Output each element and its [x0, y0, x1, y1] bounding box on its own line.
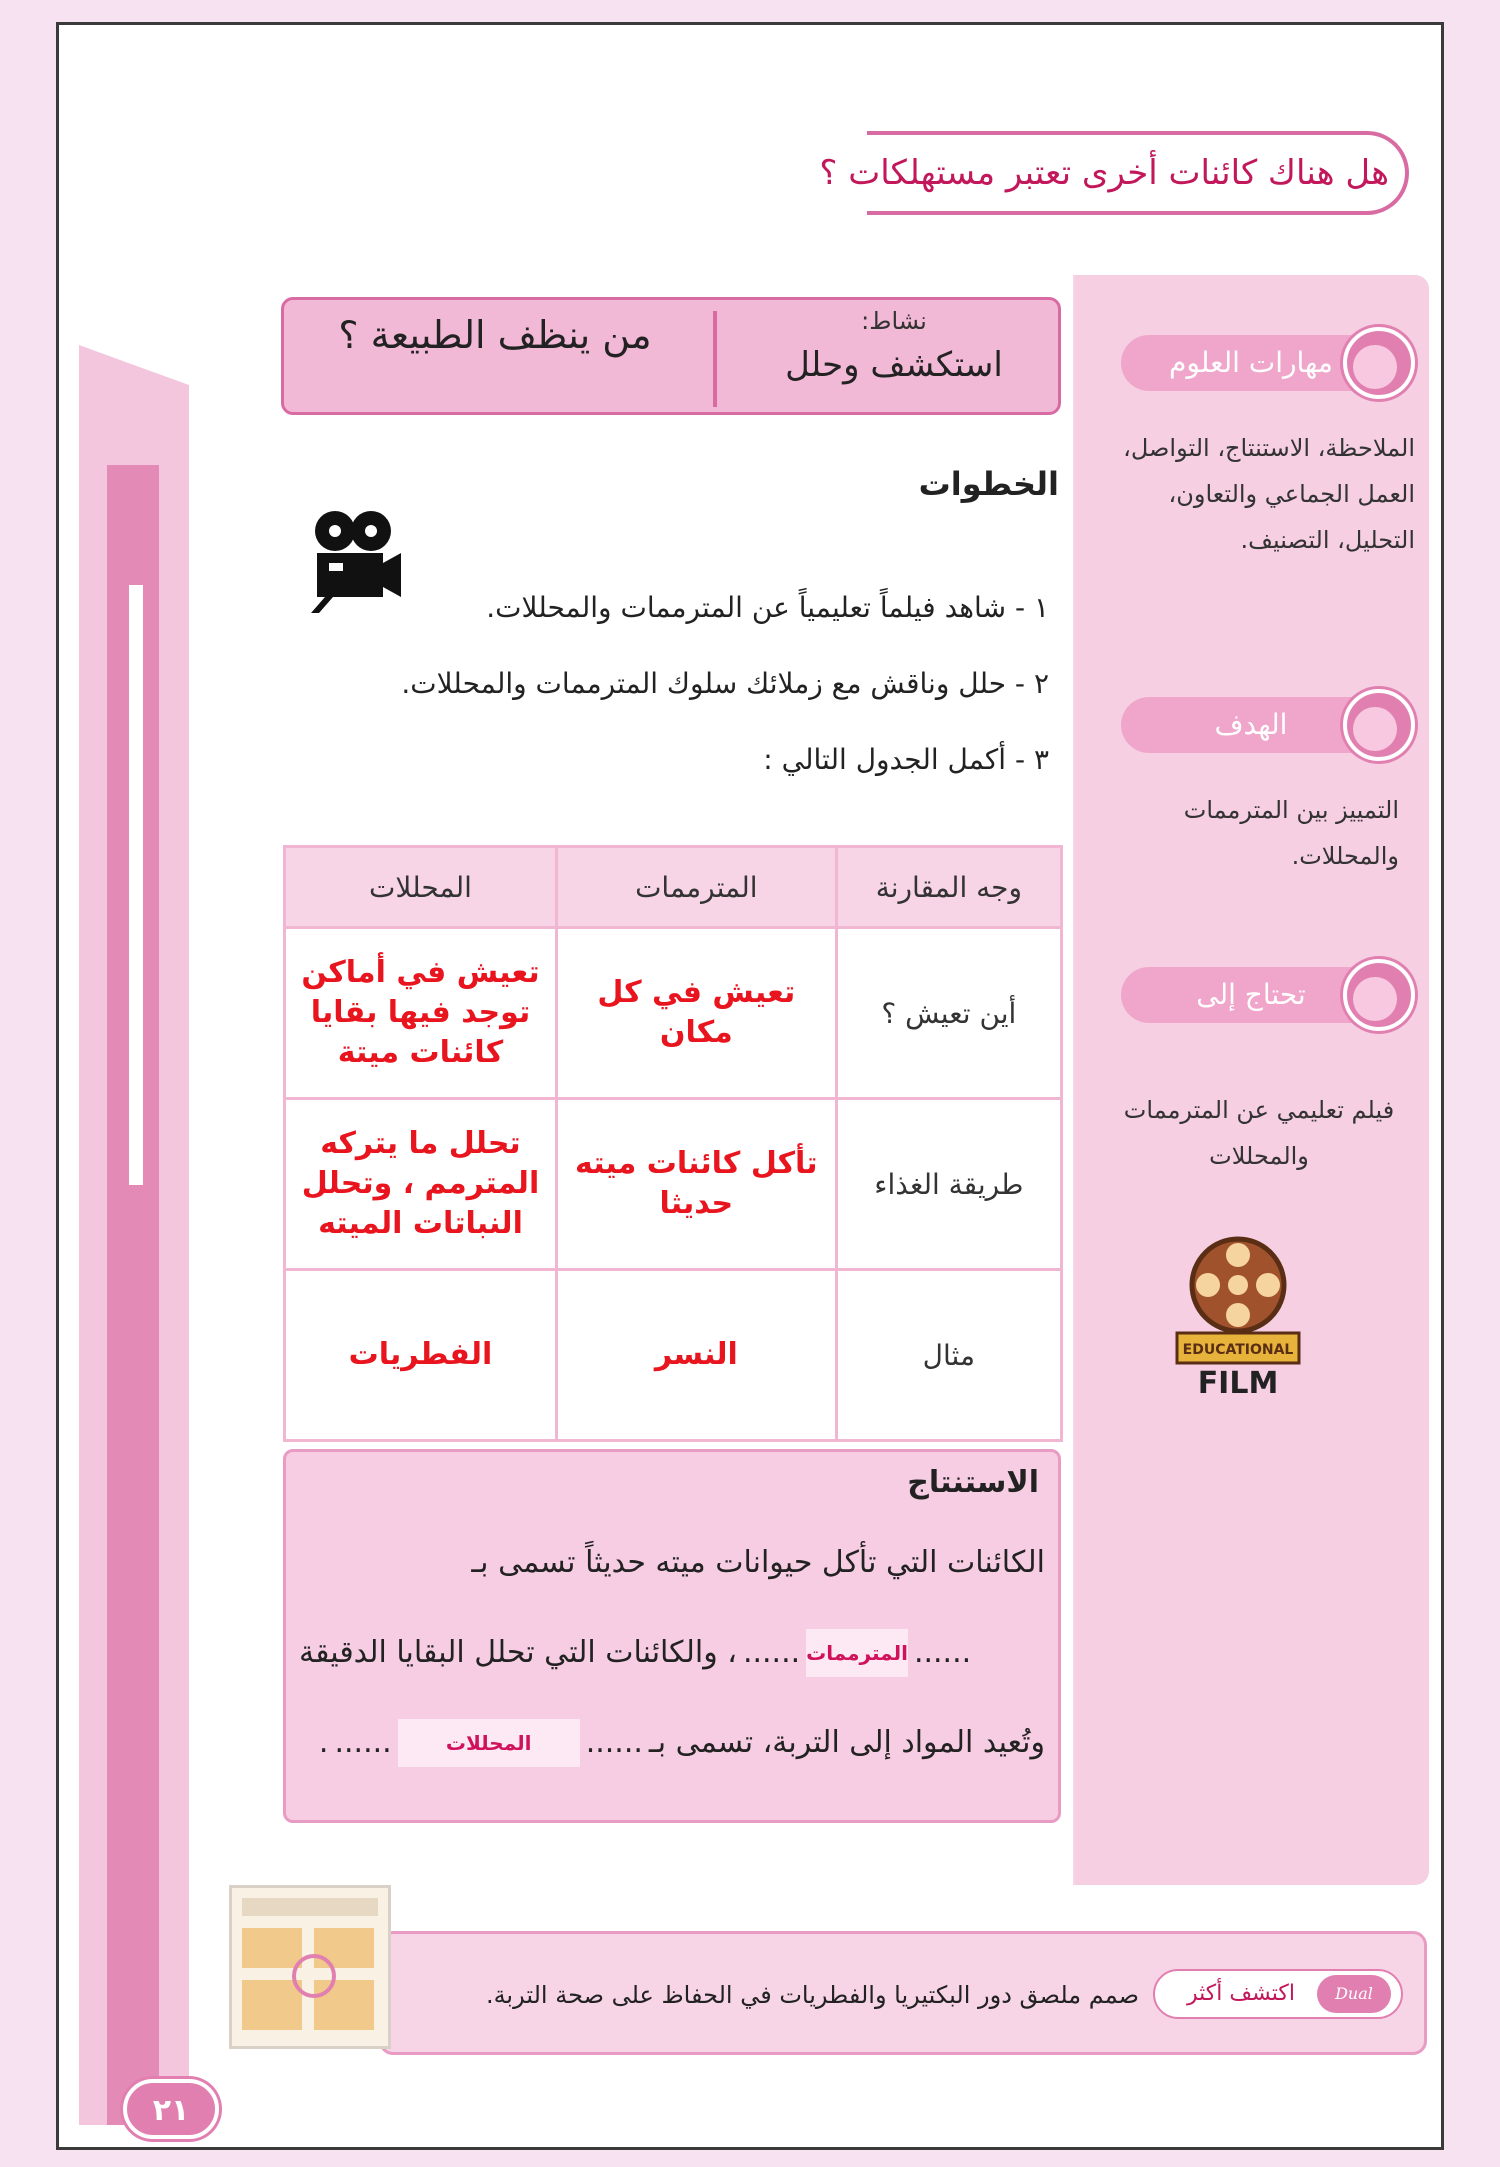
activity-divider	[713, 311, 717, 407]
steps-heading: الخطوات	[918, 465, 1059, 503]
conclusion-line-3-text: وتُعيد المواد إلى التربة، تسمى بـ	[648, 1725, 1045, 1760]
conclusion-line-2-text: ، والكائنات التي تحلل البقايا الدقيقة	[299, 1635, 737, 1670]
textbook-page	[56, 22, 1444, 2150]
answer-field-scavengers[interactable]: المترممات	[806, 1629, 908, 1677]
activity-title: من ينظف الطبيعة ؟	[338, 313, 652, 357]
dots: ......	[585, 1725, 643, 1760]
educational-film-icon	[1175, 1235, 1301, 1405]
table-row	[285, 1270, 1062, 1441]
dots: ......	[913, 1635, 972, 1670]
target-icon	[1343, 689, 1415, 761]
row-label: مثال	[836, 1270, 1061, 1441]
activity-type: استكشف وحلل	[785, 345, 1003, 385]
answer-cell: تعيش في أماكن توجد فيها بقايا كائنات ميتة	[285, 928, 557, 1099]
table-header: المحللات	[285, 847, 557, 928]
answer-cell: الفطريات	[285, 1270, 557, 1441]
conclusion-line-2	[299, 1623, 1045, 1683]
skills-label: مهارات العلوم	[1121, 335, 1381, 391]
step-1: ١ - شاهد فيلماً تعليمياً عن المترممات والمحللات.	[486, 591, 1049, 624]
needs-badge-icon	[1343, 959, 1415, 1031]
skills-text: الملاحظة، الاستنتاج، التواصل، العمل الجماعي والتعاون، التحليل، التصنيف.	[1123, 434, 1415, 554]
left-decor-strip-highlight	[129, 585, 143, 1185]
step-3: ٣ - أكمل الجدول التالي :	[763, 743, 1049, 776]
table-row	[285, 928, 1062, 1099]
lesson-title: هل هناك كائنات أخرى تعتبر مستهلكات ؟	[819, 153, 1389, 193]
poster-thumbnail	[229, 1885, 391, 2049]
table-header: وجه المقارنة	[836, 847, 1061, 928]
needs-label: تحتاج إلى	[1121, 967, 1381, 1023]
explore-text: صمم ملصق دور البكتيريا والفطريات في الحفاظ على صحة التربة.	[485, 1981, 1139, 2009]
answer-cell: تأكل كائنات ميته حديثا	[556, 1099, 836, 1270]
dots: ......	[742, 1635, 801, 1670]
comparison-table	[283, 845, 1063, 1442]
film-icon-line1: EDUCATIONAL	[1182, 1342, 1294, 1358]
skills-badge-icon	[1343, 327, 1415, 399]
answer-cell: تعيش في كل مكان	[556, 928, 836, 1099]
page-number: ٢١	[123, 2079, 219, 2139]
row-label: طريقة الغذاء	[836, 1099, 1061, 1270]
needs-text: فيلم تعليمي عن المترممات والمحللات	[1123, 1096, 1395, 1170]
goal-text: التمييز بين المترممات والمحللات.	[1183, 796, 1399, 870]
conclusion-heading: الاستنتاج	[907, 1465, 1039, 1500]
table-header-row	[285, 847, 1062, 928]
period: .	[318, 1725, 329, 1760]
answer-cell: تحلل ما يتركه المترمم ، وتحلل النباتات الميته	[285, 1099, 557, 1270]
row-label: أين تعيش ؟	[836, 928, 1061, 1099]
answer-cell: النسر	[556, 1270, 836, 1441]
dots: ......	[334, 1725, 392, 1760]
film-icon-line2: FILM	[1197, 1366, 1279, 1401]
explore-logo: Dual	[1317, 1975, 1391, 2013]
answer-field-decomposers[interactable]: المحللات	[398, 1719, 580, 1767]
conclusion-line-3	[299, 1713, 1045, 1773]
table-header: المترممات	[556, 847, 836, 928]
explore-label: اكتشف أكثر	[1187, 1981, 1295, 2006]
step-2: ٢ - حلل وناقش مع زملائك سلوك المترممات والمحللات.	[401, 667, 1049, 700]
conclusion-line-1: الكائنات التي تأكل حيوانات ميته حديثاً تسمى بـ	[471, 1545, 1045, 1580]
goal-label: الهدف	[1121, 697, 1381, 753]
activity-label: نشاط:	[861, 307, 927, 335]
table-row	[285, 1099, 1062, 1270]
